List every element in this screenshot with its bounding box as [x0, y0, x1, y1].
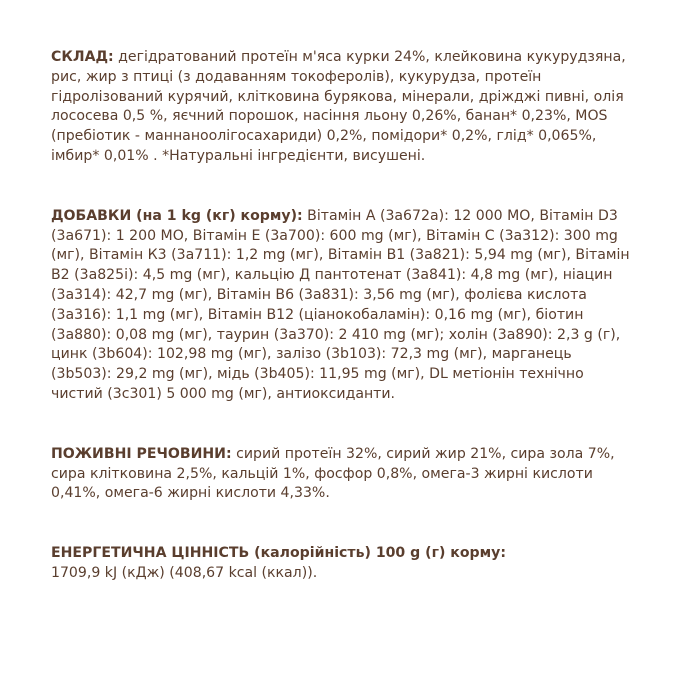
additives-label: ДОБАВКИ (на 1 kg (кг) корму):	[51, 207, 303, 224]
energy-section	[51, 544, 630, 584]
energy-text: 1709,9 kJ (кДж) (408,67 kcal (ккал)).	[51, 564, 318, 581]
composition-label: СКЛАД:	[51, 49, 114, 65]
nutrients-text: сирий протеїн 32%, сирий жир 21%, сира зола 7%, сира клітковина 2,5%, кальцій 1%, фосфор 0,8%, омега-3 жирні кислоти 0,41%, омега-6 жирні кислоти 4,33%.	[51, 445, 615, 502]
nutrients-section	[51, 445, 630, 504]
additives-section	[51, 207, 630, 405]
nutrients-label: ПОЖИВНІ РЕЧОВИНИ:	[51, 445, 232, 462]
additives-text: Вітамін А (3a672a): 12 000 МО, Вітамін D3 (3a671): 1 200 МО, Вітамін Е (3a700): 600 mg (мг), Вітамін С (3a312): 300 mg (мг), Вітамін К3 (3a711): 1,2 mg (мг), Вітамін В1 (3a821): 5,94 mg (мг), Вітамін В2 (3a825i): 4,5 mg (мг), кальцію Д пантотенат (3a841): 4,8 mg (мг), ніацин (3a314): 42,7 mg (мг), Вітамін В6 (3a831): 3,56 mg (мг), фолієва кислота (3a316): 1,1 mg (мг), Вітамін В12 (ціанокобаламін): 0,16 mg (мг), біотин (3a880): 0,08 mg (мг), таурин (3a370): 2 410 mg (мг); холін (3a890): 2,3 g (г), цинк (3b604): 102,98 mg (мг), залізо (3b103): 72,3 mg (мг), марганець (3b503): 29,2 mg (мг), мідь (3b405): 11,95 mg (мг), DL метіонін технічно чистий (3c301) 5 000 mg (мг), антиоксиданти.	[51, 207, 630, 402]
composition-section	[51, 48, 630, 167]
composition-text: дегідратований протеїн м'яса курки 24%, клейковина кукурудзяна, рис, жир з птиці (з додаванням токоферолів), кукурудза, протеїн гідролізований курячий, клітковина бурякова, мінерали, дріжджі пивні, олія лососева 0,5 %, яєчний порошок, насіння льону 0,26%, банан* 0,23%, MOS (пребіотик - маннаноолігосахариди) 0,2%, помідори* 0,2%, глід* 0,065%, імбир* 0,01% . *Натуральні інгредієнти, висушені.	[51, 49, 626, 164]
energy-label: ЕНЕРГЕТИЧНА ЦІННІСТЬ (калорійність) 100 g (г) корму:	[51, 545, 506, 562]
